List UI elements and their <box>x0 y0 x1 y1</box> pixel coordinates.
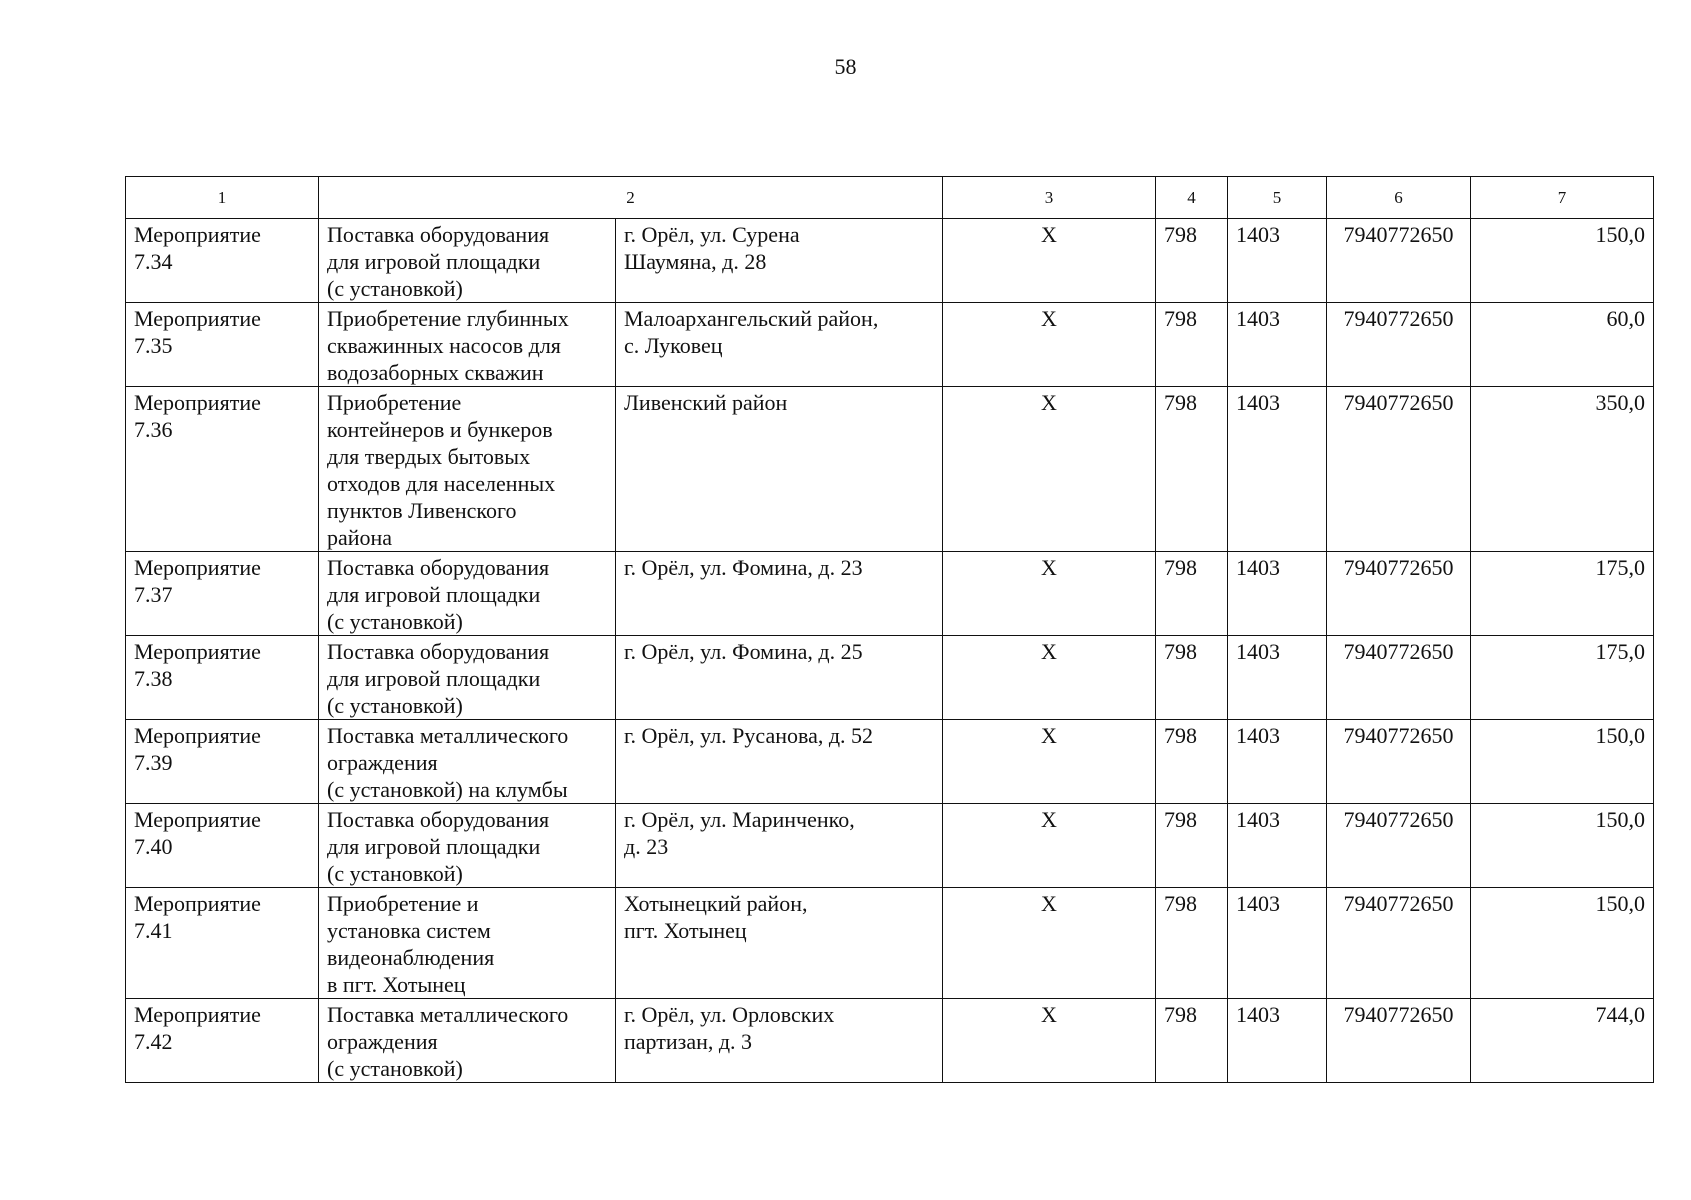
table-row <box>126 303 1654 387</box>
code-6-cell: 7940772650 <box>1327 888 1471 999</box>
code-4-cell: 798 <box>1156 219 1228 303</box>
code-4-cell: 798 <box>1156 552 1228 636</box>
code-4-cell: 798 <box>1156 303 1228 387</box>
amount-cell: 744,0 <box>1471 999 1654 1083</box>
description-cell: Поставка металлического ограждения (с установкой) на клумбы <box>319 720 616 804</box>
header-cell-2: 2 <box>319 177 943 219</box>
event-cell: Мероприятие 7.39 <box>126 720 319 804</box>
mark-cell: Х <box>943 552 1156 636</box>
code-5-cell: 1403 <box>1228 804 1327 888</box>
code-6-cell: 7940772650 <box>1327 552 1471 636</box>
code-5-cell: 1403 <box>1228 552 1327 636</box>
amount-cell: 175,0 <box>1471 636 1654 720</box>
code-5-cell: 1403 <box>1228 387 1327 552</box>
mark-cell: Х <box>943 888 1156 999</box>
event-cell: Мероприятие 7.42 <box>126 999 319 1083</box>
mark-cell: Х <box>943 303 1156 387</box>
event-cell: Мероприятие 7.35 <box>126 303 319 387</box>
amount-cell: 60,0 <box>1471 303 1654 387</box>
table-row <box>126 387 1654 552</box>
amount-cell: 150,0 <box>1471 804 1654 888</box>
mark-cell: Х <box>943 804 1156 888</box>
table-row <box>126 720 1654 804</box>
table-row <box>126 636 1654 720</box>
code-4-cell: 798 <box>1156 720 1228 804</box>
code-5-cell: 1403 <box>1228 720 1327 804</box>
mark-cell: Х <box>943 387 1156 552</box>
table-row <box>126 804 1654 888</box>
mark-cell: Х <box>943 999 1156 1083</box>
event-cell: Мероприятие 7.37 <box>126 552 319 636</box>
amount-cell: 150,0 <box>1471 888 1654 999</box>
table-row <box>126 999 1654 1083</box>
address-cell: г. Орёл, ул. Фомина, д. 25 <box>616 636 943 720</box>
code-5-cell: 1403 <box>1228 636 1327 720</box>
address-cell: г. Орёл, ул. Маринченко, д. 23 <box>616 804 943 888</box>
description-cell: Приобретение глубинных скважинных насосов для водозаборных скважин <box>319 303 616 387</box>
code-6-cell: 7940772650 <box>1327 720 1471 804</box>
description-cell: Поставка оборудования для игровой площадки (с установкой) <box>319 636 616 720</box>
address-cell: Хотынецкий район, пгт. Хотынец <box>616 888 943 999</box>
event-cell: Мероприятие 7.41 <box>126 888 319 999</box>
event-cell: Мероприятие 7.34 <box>126 219 319 303</box>
table-row <box>126 552 1654 636</box>
mark-cell: Х <box>943 636 1156 720</box>
table-header-row <box>126 177 1654 219</box>
header-cell-1: 1 <box>126 177 319 219</box>
code-6-cell: 7940772650 <box>1327 804 1471 888</box>
address-cell: Ливенский район <box>616 387 943 552</box>
code-5-cell: 1403 <box>1228 303 1327 387</box>
header-cell-7: 7 <box>1471 177 1654 219</box>
table-row <box>126 219 1654 303</box>
code-5-cell: 1403 <box>1228 999 1327 1083</box>
address-cell: г. Орёл, ул. Фомина, д. 23 <box>616 552 943 636</box>
code-4-cell: 798 <box>1156 387 1228 552</box>
header-cell-6: 6 <box>1327 177 1471 219</box>
table-row <box>126 888 1654 999</box>
amount-cell: 175,0 <box>1471 552 1654 636</box>
amount-cell: 150,0 <box>1471 720 1654 804</box>
description-cell: Приобретение контейнеров и бункеров для твердых бытовых отходов для населенных пунктов Ливенского района <box>319 387 616 552</box>
address-cell: г. Орёл, ул. Орловских партизан, д. 3 <box>616 999 943 1083</box>
description-cell: Поставка оборудования для игровой площадки (с установкой) <box>319 552 616 636</box>
description-cell: Поставка оборудования для игровой площадки (с установкой) <box>319 219 616 303</box>
page-number: 58 <box>834 54 857 79</box>
address-cell: Малоархангельский район, с. Луковец <box>616 303 943 387</box>
description-cell: Приобретение и установка систем видеонаблюдения в пгт. Хотынец <box>319 888 616 999</box>
code-6-cell: 7940772650 <box>1327 636 1471 720</box>
mark-cell: Х <box>943 720 1156 804</box>
event-cell: Мероприятие 7.40 <box>126 804 319 888</box>
header-cell-5: 5 <box>1228 177 1327 219</box>
event-cell: Мероприятие 7.38 <box>126 636 319 720</box>
amount-cell: 150,0 <box>1471 219 1654 303</box>
code-6-cell: 7940772650 <box>1327 999 1471 1083</box>
header-cell-4: 4 <box>1156 177 1228 219</box>
description-cell: Поставка металлического ограждения (с установкой) <box>319 999 616 1083</box>
code-4-cell: 798 <box>1156 888 1228 999</box>
code-6-cell: 7940772650 <box>1327 219 1471 303</box>
code-5-cell: 1403 <box>1228 219 1327 303</box>
mark-cell: Х <box>943 219 1156 303</box>
address-cell: г. Орёл, ул. Русанова, д. 52 <box>616 720 943 804</box>
event-cell: Мероприятие 7.36 <box>126 387 319 552</box>
code-4-cell: 798 <box>1156 999 1228 1083</box>
amount-cell: 350,0 <box>1471 387 1654 552</box>
code-4-cell: 798 <box>1156 636 1228 720</box>
code-6-cell: 7940772650 <box>1327 387 1471 552</box>
code-4-cell: 798 <box>1156 804 1228 888</box>
header-cell-3: 3 <box>943 177 1156 219</box>
budget-table <box>125 176 1654 1083</box>
code-5-cell: 1403 <box>1228 888 1327 999</box>
code-6-cell: 7940772650 <box>1327 303 1471 387</box>
description-cell: Поставка оборудования для игровой площадки (с установкой) <box>319 804 616 888</box>
address-cell: г. Орёл, ул. Сурена Шаумяна, д. 28 <box>616 219 943 303</box>
